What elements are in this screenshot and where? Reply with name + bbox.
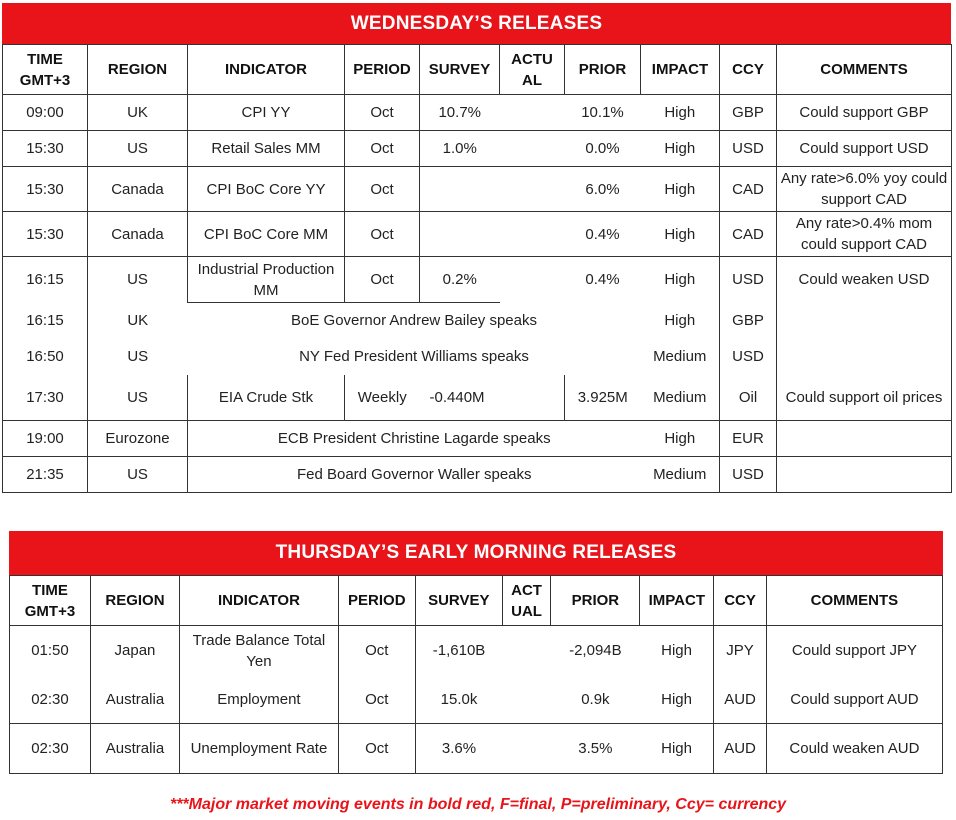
time-cell: 09:00 [3, 95, 88, 131]
col-period-header: PERIOD [345, 45, 420, 95]
time-cell: 19:00 [3, 421, 88, 457]
ccy-cell: USD [720, 257, 777, 303]
prior-cell: 3.5% [551, 724, 640, 774]
comments-cell: Could support AUD [766, 676, 942, 724]
event-cell: BoE Governor Andrew Bailey speaks [291, 312, 537, 330]
comments-cell: Could support GBP [777, 95, 952, 131]
region-cell: UK [88, 95, 188, 131]
comments-cell: Any rate>6.0% yoy could support CAD [777, 167, 952, 212]
table-row [10, 724, 943, 774]
actual-cell [500, 131, 565, 167]
indicator-cell: Industrial Production MM [188, 257, 345, 303]
ccy-cell: CAD [720, 167, 777, 212]
table-row [3, 167, 952, 212]
ccy-cell: USD [720, 457, 777, 493]
period-cell: Oct [338, 724, 415, 774]
comments-cell: Any rate>0.4% mom could support CAD [777, 212, 952, 257]
event-cell: NY Fed President Williams speaks [299, 348, 529, 365]
comments-cell: Could support JPY [766, 626, 942, 676]
col-indicator-header: INDICATOR [188, 45, 345, 95]
table-row [3, 257, 952, 303]
col-impact-header: IMPACT [641, 45, 720, 95]
impact-cell: High [641, 167, 720, 212]
prior-cell: 0.9k [551, 676, 640, 724]
table-row [3, 421, 952, 457]
time-cell: 21:35 [3, 457, 88, 493]
comments-cell [777, 421, 952, 457]
region-cell: Canada [88, 167, 188, 212]
ccy-cell: CAD [720, 212, 777, 257]
prior-cell: 6.0% [565, 167, 641, 212]
period-cell: Oct [345, 95, 420, 131]
col-time-header: TIME GMT+3 [3, 45, 88, 95]
indicator-cell: CPI BoC Core MM [188, 212, 345, 257]
period-cell: Oct [345, 131, 420, 167]
impact-cell: High [641, 421, 720, 457]
comments-cell [777, 303, 952, 339]
indicator-cell: EIA Crude Stk [188, 375, 345, 421]
actual-cell [500, 257, 565, 303]
col-period-header: PERIOD [338, 576, 415, 626]
col-comments-header: COMMENTS [777, 45, 952, 95]
col-survey-header: SURVEY [420, 45, 500, 95]
impact-cell: High [641, 95, 720, 131]
ccy-cell: AUD [714, 724, 767, 774]
wed-header-row [3, 45, 952, 95]
time-cell: 02:30 [10, 676, 91, 724]
region-cell: US [88, 257, 188, 303]
prior-cell: 3.925M [565, 375, 641, 421]
col-ccy-header: CCY [714, 576, 767, 626]
event-cell: Fed Board Governor Waller speaks [188, 457, 641, 493]
survey-cell [420, 167, 500, 212]
indicator-cell: CPI BoC Core YY [188, 167, 345, 212]
prior-cell: 0.0% [565, 131, 641, 167]
ccy-cell: AUD [714, 676, 767, 724]
impact-cell: High [640, 676, 714, 724]
region-cell: US [88, 339, 188, 375]
indicator-cell: CPI YY [188, 95, 345, 131]
period-cell: Oct [345, 257, 420, 303]
period-cell: Oct [345, 212, 420, 257]
col-prior-header: PRIOR [551, 576, 640, 626]
col-impact-header: IMPACT [640, 576, 714, 626]
impact-cell: High [641, 131, 720, 167]
actual-cell [502, 676, 551, 724]
prior-cell: 0.4% [565, 212, 641, 257]
ccy-cell: GBP [720, 95, 777, 131]
col-indicator-header: INDICATOR [180, 576, 339, 626]
indicator-cell: Employment [180, 676, 339, 724]
col-prior-header: PRIOR [565, 45, 641, 95]
table-row [10, 626, 943, 676]
table-row [3, 375, 952, 421]
region-cell: Australia [90, 724, 179, 774]
impact-cell: Medium [641, 457, 720, 493]
col-comments-header: COMMENTS [766, 576, 942, 626]
survey-cell: 15.0k [415, 676, 502, 724]
time-cell: 17:30 [3, 375, 88, 421]
impact-cell: High [641, 212, 720, 257]
indicator-cell: Trade Balance Total Yen [180, 626, 339, 676]
period-cell: Oct [345, 167, 420, 212]
thursday-releases-table [9, 531, 943, 774]
impact-cell: Medium [641, 375, 720, 421]
time-cell: 15:30 [3, 131, 88, 167]
thu-header-row [10, 576, 943, 626]
region-cell: Australia [90, 676, 179, 724]
comments-cell: Could support oil prices [777, 375, 952, 421]
table-row [3, 457, 952, 493]
ccy-cell: GBP [720, 303, 777, 339]
event-cell: ECB President Christine Lagarde speaks [188, 421, 641, 457]
actual-cell [500, 375, 565, 421]
time-cell: 16:15 [3, 257, 88, 303]
actual-cell [502, 626, 551, 676]
col-time-header: TIME GMT+3 [10, 576, 91, 626]
region-cell: US [88, 131, 188, 167]
actual-cell [500, 95, 565, 131]
ccy-cell: EUR [720, 421, 777, 457]
survey-cell: 10.7% [420, 95, 500, 131]
impact-cell: Medium [641, 339, 720, 375]
prior-cell: 10.1% [565, 95, 641, 131]
col-survey-header: SURVEY [415, 576, 502, 626]
col-actual-header: ACTU AL [500, 45, 565, 95]
actual-cell [500, 212, 565, 257]
survey-cell: 0.2% [420, 257, 500, 303]
time-cell: 01:50 [10, 626, 91, 676]
actual-cell [502, 724, 551, 774]
survey-cell: 1.0% [420, 131, 500, 167]
actual-cell [500, 167, 565, 212]
wednesday-title: WEDNESDAY’S RELEASES [2, 3, 951, 44]
comments-cell [777, 457, 952, 493]
region-cell: US [88, 375, 188, 421]
period-cell: Oct [338, 626, 415, 676]
col-region-header: REGION [90, 576, 179, 626]
ccy-cell: USD [720, 339, 777, 375]
comments-cell [777, 339, 952, 375]
comments-cell: Could weaken AUD [766, 724, 942, 774]
impact-cell: High [640, 724, 714, 774]
wednesday-releases-table [2, 3, 951, 493]
table-row [3, 303, 952, 339]
survey-cell: -1,610B [415, 626, 502, 676]
region-cell: Eurozone [88, 421, 188, 457]
impact-cell: High [640, 626, 714, 676]
table-row [3, 131, 952, 167]
time-cell: 15:30 [3, 167, 88, 212]
table-row [3, 339, 952, 375]
prior-cell: -2,094B [551, 626, 640, 676]
time-cell: 16:15 [3, 303, 88, 339]
footer-note: ***Major market moving events in bold red, F=final, P=preliminary, Ccy= currency [169, 796, 787, 813]
time-cell: 16:50 [3, 339, 88, 375]
region-cell: Canada [88, 212, 188, 257]
time-cell: 15:30 [3, 212, 88, 257]
col-ccy-header: CCY [720, 45, 777, 95]
time-cell: 02:30 [10, 724, 91, 774]
table-row [10, 676, 943, 724]
region-cell: Japan [90, 626, 179, 676]
col-actual-header: ACT UAL [502, 576, 551, 626]
impact-cell: High [641, 303, 720, 339]
table-row [3, 95, 952, 131]
indicator-cell: Retail Sales MM [188, 131, 345, 167]
survey-cell: -0.440M [420, 375, 500, 421]
comments-cell: Could support USD [777, 131, 952, 167]
table-row [3, 212, 952, 257]
region-cell: UK [88, 303, 188, 339]
survey-cell: 3.6% [415, 724, 502, 774]
ccy-cell: USD [720, 131, 777, 167]
ccy-cell: JPY [714, 626, 767, 676]
period-cell: Oct [338, 676, 415, 724]
period-cell: Weekly [345, 375, 420, 421]
indicator-cell: Unemployment Rate [180, 724, 339, 774]
region-cell: US [88, 457, 188, 493]
thursday-title: THURSDAY’S EARLY MORNING RELEASES [9, 531, 943, 575]
col-region-header: REGION [88, 45, 188, 95]
comments-cell: Could weaken USD [777, 257, 952, 303]
ccy-cell: Oil [720, 375, 777, 421]
survey-cell [420, 212, 500, 257]
impact-cell: High [641, 257, 720, 303]
prior-cell: 0.4% [565, 257, 641, 303]
